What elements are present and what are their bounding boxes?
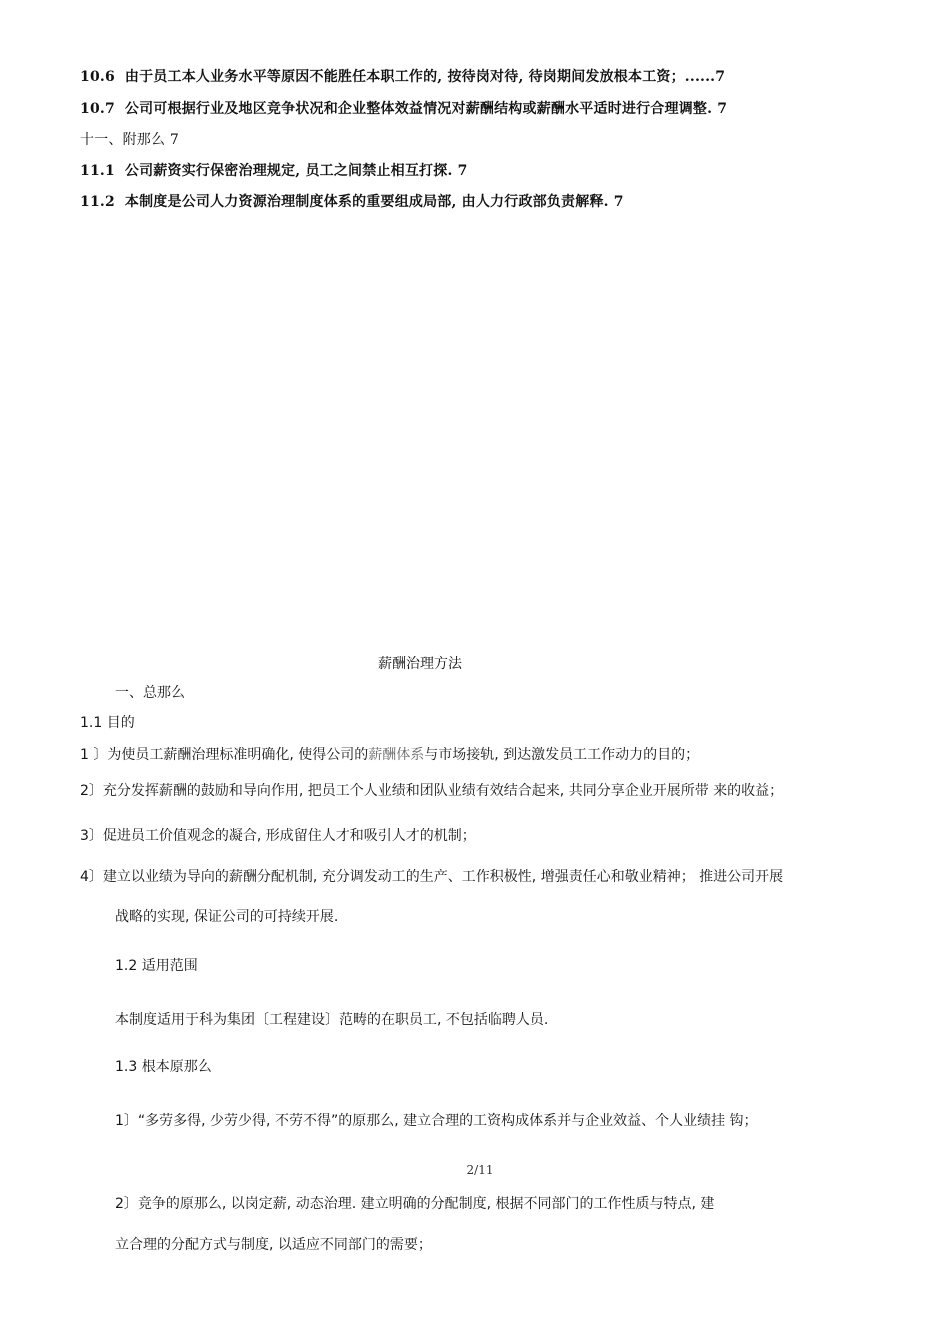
toc-entry-number: 11.2 (80, 194, 115, 210)
paragraph (80, 744, 699, 764)
document-title: 薪酬治理方法 (378, 656, 462, 672)
toc-entry[interactable] (80, 160, 468, 180)
paragraph: 2〕竞争的原那么, 以岗定薪, 动态治理. 建立明确的分配制度, 根据不同部门的工作性质与特点, 建 (115, 1196, 715, 1212)
paragraph-text: 1 〕为使员工薪酬治理标准明确化, 使得公司的 (80, 747, 369, 763)
paragraph-continuation: 战略的实现, 保证公司的可持续开展. (115, 909, 339, 925)
paragraph: 1〕“多劳多得, 少劳少得, 不劳不得”的原那么, 建立合理的工资构成体系并与企业效益、个人业绩挂 钩； (115, 1113, 758, 1129)
toc-entry[interactable] (80, 191, 624, 211)
toc-entry-text: 本制度是公司人力资源治理制度体系的重要组成局部, 由人力行政部负责解释. 7 (124, 194, 624, 210)
toc-entry[interactable] (80, 129, 179, 149)
section-heading: 一、总那么 (115, 685, 185, 701)
highlighted-term: 薪酬体系 (368, 747, 425, 763)
paragraph: 本制度适用于科为集团〔工程建设〕范畴的在职员工, 不包括临聘人员. (115, 1012, 549, 1028)
subsection-heading: 1.1 目的 (80, 715, 135, 731)
toc-entry-text: 公司可根据行业及地区竞争状况和企业整体效益情况对薪酬结构或薪酬水平适时进行合理调整. 7 (124, 101, 728, 117)
toc-entry-text: 由于员工本人业务水平等原因不能胜任本职工作的, 按待岗对待, 待岗期间发放根本工资；......7 (124, 69, 726, 85)
toc-entry[interactable] (80, 98, 727, 118)
toc-entry-text: 公司薪资实行保密治理规定, 员工之间禁止相互打探. 7 (124, 163, 468, 179)
toc-entry-text: 十一、附那么 7 (80, 132, 179, 148)
subsection-heading: 1.3 根本原那么 (115, 1059, 212, 1075)
paragraph-continuation: 立合理的分配方式与制度, 以适应不同部门的需要； (115, 1237, 432, 1253)
toc-entry-number: 11.1 (80, 163, 115, 179)
toc-entry-number: 10.6 (80, 69, 115, 85)
toc-entry-number: 10.7 (80, 101, 115, 117)
toc-entry[interactable] (80, 66, 725, 86)
paragraph: 4〕建立以业绩为导向的薪酬分配机制, 充分调发动工的生产、工作积极性, 增强责任心和敬业精神； 推进公司开展 (80, 869, 784, 885)
page-number: 2/11 (466, 1163, 494, 1177)
paragraph-text: 与市场接轨, 到达激发员工工作动力的目的； (424, 747, 700, 763)
paragraph: 3〕促进员工价值观念的凝合, 形成留住人才和吸引人才的机制； (80, 828, 476, 844)
paragraph: 2〕充分发挥薪酬的鼓励和导向作用, 把员工个人业绩和团队业绩有效结合起来, 共同分享企业开展所带 来的收益； (80, 783, 784, 799)
subsection-heading: 1.2 适用范围 (115, 958, 198, 974)
